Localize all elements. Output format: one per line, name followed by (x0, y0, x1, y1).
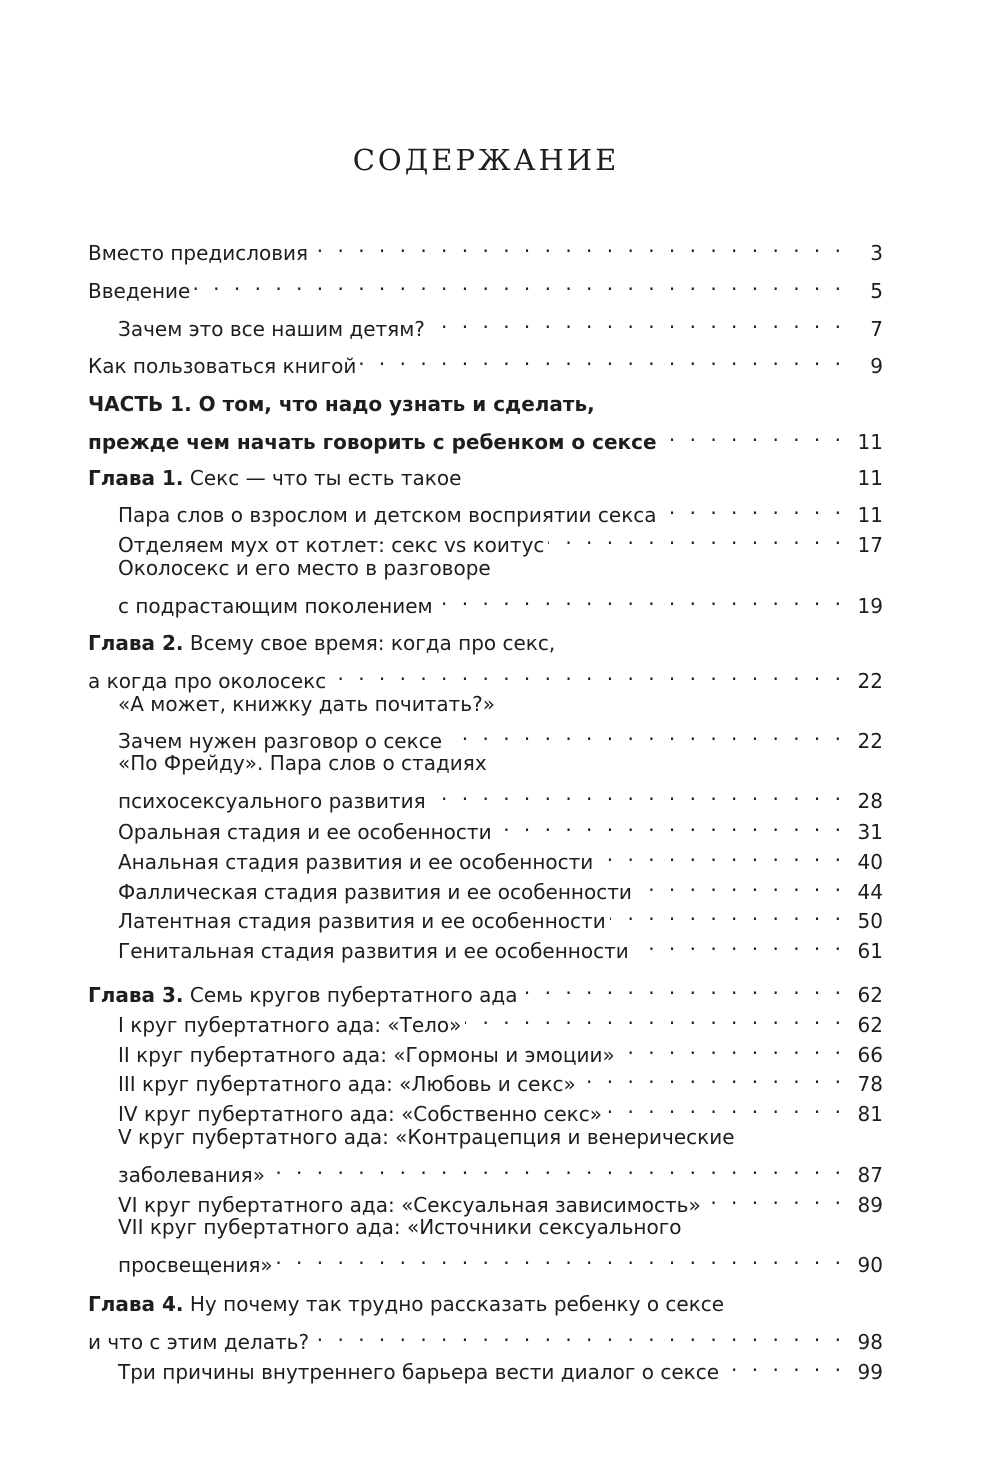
toc-entry-line (118, 1061, 883, 1096)
toc-entry (118, 839, 883, 874)
page-number: 31 (857, 820, 883, 844)
toc-entry (118, 748, 883, 813)
dot-leader (269, 1152, 845, 1182)
toc-entry-text: Отделяем мух от котлет: секс vs коитус (118, 533, 545, 557)
dot-leader (661, 492, 845, 522)
toc-entry-line (118, 748, 883, 778)
toc-entry (118, 1091, 883, 1126)
page-number: 11 (857, 430, 883, 454)
toc-entry-line (88, 343, 883, 378)
toc-entry (88, 389, 883, 454)
dot-leader (636, 869, 845, 899)
dot-leader (313, 1319, 845, 1349)
toc-entry-line (118, 1152, 883, 1187)
page-number: 78 (857, 1072, 883, 1096)
toc-entry-text: Глава 3. Семь кругов пубертатного ада (88, 983, 518, 1007)
dot-leader (312, 230, 845, 260)
page-number: 62 (857, 1013, 883, 1037)
toc-entry-line (118, 928, 883, 963)
toc-entry-text: Зачем нужен разговор о сексе (118, 729, 442, 753)
chapter-label: Глава 4. (88, 1292, 184, 1316)
toc-entry (88, 463, 883, 493)
toc-entry-text: заболевания» (118, 1163, 265, 1187)
toc-entry-line (88, 389, 883, 419)
toc-entry-line (118, 869, 883, 904)
dot-leader (277, 1242, 845, 1272)
toc-entry-line (118, 809, 883, 844)
dot-leader (705, 1182, 845, 1212)
toc-entry-text: Вместо предисловия (88, 241, 309, 265)
toc-entry (118, 522, 883, 557)
toc-entry-line (88, 628, 883, 658)
toc-entry-text: Глава 2. Всему свое время: когда про секс, (88, 631, 556, 655)
toc-entry (118, 553, 883, 618)
toc-entry-line (88, 658, 883, 693)
dot-leader (496, 809, 845, 839)
toc-entry-line (118, 778, 883, 813)
page-number: 11 (857, 466, 883, 490)
dot-leader (465, 1002, 845, 1032)
chapter-label: Глава 1. (88, 466, 184, 490)
dot-leader (521, 972, 845, 1002)
toc-entry-line (118, 306, 883, 341)
toc-entry-text: Околосекс и его место в разговоре (118, 556, 491, 580)
toc-entry-text: Введение (88, 279, 191, 303)
toc-entry-line (118, 689, 883, 719)
toc-entry-line (118, 1182, 883, 1217)
dot-leader (360, 343, 845, 373)
toc-entry-line (88, 1289, 883, 1319)
toc-entry-text: VI круг пубертатного ада: «Сексуальная зависимость» (118, 1193, 701, 1217)
dot-leader (633, 928, 845, 958)
page-number: 66 (857, 1043, 883, 1067)
toc-entry-line (88, 268, 883, 303)
toc-entry-text: III круг пубертатного ада: «Любовь и секс» (118, 1072, 576, 1096)
toc-entry-line (88, 463, 883, 493)
dot-leader (437, 583, 845, 613)
page-title: СОДЕРЖАНИЕ (352, 143, 620, 177)
toc-entry-line (118, 898, 883, 933)
toc-entry-text: IV круг пубертатного ада: «Собственно секс» (118, 1102, 602, 1126)
toc-entry (118, 306, 883, 341)
page-number: 40 (857, 850, 883, 874)
toc-entry (118, 1032, 883, 1067)
page-number: 99 (857, 1360, 883, 1384)
toc-entry (88, 268, 883, 303)
page-number: 61 (857, 939, 883, 963)
toc-entry-text: Оральная стадия и ее особенности (118, 820, 492, 844)
toc-entry-text: Глава 1. Секс — что ты есть такое (88, 466, 462, 490)
toc-entry (118, 689, 883, 719)
toc-entry-text: и что с этим делать? (88, 1330, 310, 1354)
dot-leader (606, 1091, 845, 1121)
page-number: 9 (870, 354, 883, 378)
toc-entry (118, 1212, 883, 1277)
toc-entry-text: Три причины внутреннего барьера вести диалог о сексе (118, 1360, 720, 1384)
chapter-label: Глава 2. (88, 631, 184, 655)
toc-entry-text: I круг пубертатного ада: «Тело» (118, 1013, 462, 1037)
page-number: 90 (857, 1253, 883, 1277)
toc-entry (88, 628, 883, 693)
page-number: 22 (857, 669, 883, 693)
dot-leader (723, 1349, 845, 1379)
toc-entry-line (88, 1319, 883, 1354)
toc-entry (88, 972, 883, 1007)
page-number: 11 (857, 503, 883, 527)
dot-leader (610, 898, 845, 928)
toc-entry-text: ЧАСТЬ 1. О том, что надо узнать и сделать, (88, 392, 595, 416)
toc-entry-text: с подрастающим поколением (118, 594, 433, 618)
toc-entry-text: прежде чем начать говорить с ребенком о сексе (88, 430, 657, 454)
toc-entry-text: V круг пубертатного ада: «Контрацепция и венерические (118, 1125, 735, 1149)
toc-entry-line (118, 839, 883, 874)
toc-entry-text: Зачем это все нашим детям? (118, 317, 425, 341)
toc-entry-text: VII круг пубертатного ада: «Источники сексуального (118, 1215, 682, 1239)
toc-entry (118, 1061, 883, 1096)
toc-entry-text: просвещения» (118, 1253, 273, 1277)
page-number: 22 (857, 729, 883, 753)
page-number: 5 (870, 279, 883, 303)
toc-entry (118, 1122, 883, 1187)
dot-leader (446, 718, 845, 748)
toc-entry-line (118, 1032, 883, 1067)
toc-entry (118, 492, 883, 527)
dot-leader (429, 306, 845, 336)
toc-entry-text: Глава 4. Ну почему так трудно рассказать ребенку о сексе (88, 1292, 725, 1316)
toc-entry-line (118, 583, 883, 618)
page-number: 44 (857, 880, 883, 904)
dot-leader (580, 1061, 845, 1091)
toc-entry-line (118, 522, 883, 557)
dot-leader (619, 1032, 845, 1062)
toc-entry-text: Пара слов о взрослом и детском восприятии секса (118, 503, 657, 527)
dot-leader (548, 522, 845, 552)
page-number: 50 (857, 909, 883, 933)
toc-entry-text: «По Фрейду». Пара слов о стадиях (118, 751, 487, 775)
page-number: 19 (857, 594, 883, 618)
dot-leader (597, 839, 845, 869)
page-number: 98 (857, 1330, 883, 1354)
toc-entry-line (88, 419, 883, 454)
toc-entry-text: Латентная стадия развития и ее особенности (118, 909, 606, 933)
toc-entry-text: II круг пубертатного ада: «Гормоны и эмоции» (118, 1043, 615, 1067)
dot-leader (661, 419, 845, 449)
toc-entry-text: Генитальная стадия развития и ее особенности (118, 939, 629, 963)
dot-leader (430, 778, 845, 808)
toc-entry-line (118, 1212, 883, 1242)
page-number: 62 (857, 983, 883, 1007)
toc-entry-line (118, 1002, 883, 1037)
toc-entry-line (118, 1122, 883, 1152)
toc-entry-line (118, 718, 883, 753)
page-number: 17 (857, 533, 883, 557)
toc-entry (118, 869, 883, 904)
toc-entry (118, 928, 883, 963)
dot-leader (194, 268, 845, 298)
toc-entry-line (118, 492, 883, 527)
toc-entry-text: Как пользоваться книгой (88, 354, 357, 378)
toc-entry (118, 1002, 883, 1037)
toc-entry-line (88, 972, 883, 1007)
toc-entry-text: «А может, книжку дать почитать?» (118, 692, 495, 716)
toc-entry-line (118, 1349, 883, 1384)
toc-entry-line (118, 1091, 883, 1126)
page-number: 89 (857, 1193, 883, 1217)
dot-leader (330, 658, 845, 688)
page-number: 28 (857, 789, 883, 813)
page-number: 3 (870, 241, 883, 265)
page-number: 81 (857, 1102, 883, 1126)
toc-entry (118, 718, 883, 753)
toc-entry-text: Фаллическая стадия развития и ее особенности (118, 880, 632, 904)
chapter-label: Глава 3. (88, 983, 184, 1007)
toc-entry (118, 1182, 883, 1217)
toc-entry-text: Анальная стадия развития и ее особенности (118, 850, 594, 874)
toc-entry (118, 1349, 883, 1384)
toc-entry (88, 343, 883, 378)
toc-entry-line (88, 230, 883, 265)
toc-entry-line (118, 553, 883, 583)
toc-entry (88, 1289, 883, 1354)
toc-entry (118, 898, 883, 933)
toc-entry (118, 809, 883, 844)
toc-entry-text: психосексуального развития (118, 789, 426, 813)
page-number: 87 (857, 1163, 883, 1187)
page-number: 7 (870, 317, 883, 341)
toc-entry-text: а когда про околосекс (88, 669, 327, 693)
toc-entry-line (118, 1242, 883, 1277)
toc-entry (88, 230, 883, 265)
